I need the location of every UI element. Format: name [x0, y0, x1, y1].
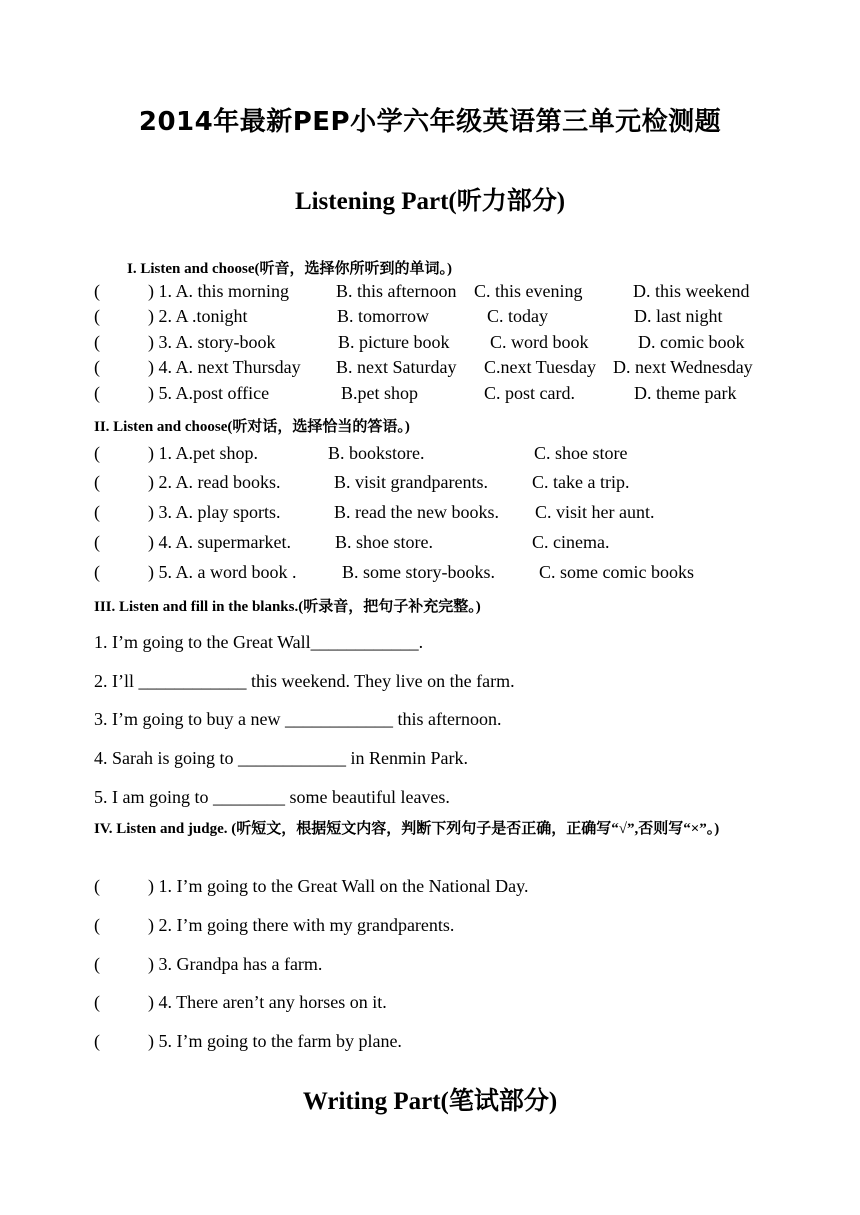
option-c: C. this evening: [474, 281, 583, 301]
option-a: ) 5. A. a word book .: [148, 562, 297, 582]
fill-blank-4: 4. Sarah is going to ____________ in Renmin Park.: [94, 748, 468, 768]
answer-bracket: (: [94, 357, 100, 377]
answer-bracket: (: [94, 472, 100, 492]
option-a: ) 3. A. story-book: [148, 332, 276, 352]
writing-part-title: Writing Part(笔试部分): [302, 1088, 558, 1115]
option-c: C.next Tuesday: [484, 357, 597, 377]
section2-heading: II. Listen and choose(听对话，选择恰当的答语。): [94, 419, 410, 435]
option-d: D. comic book: [638, 332, 745, 352]
fill-blank-2: 2. I’ll ____________ this weekend. They live on the farm.: [94, 671, 515, 691]
answer-bracket: (: [94, 383, 100, 403]
answer-bracket: (: [94, 281, 100, 301]
section4-heading: IV. Listen and judge. (听短文，根据短文内容，判断下列句子是否正确，正确写“√”,否则写“×”。): [94, 821, 720, 837]
option-a: ) 5. A.post office: [148, 383, 270, 403]
option-b: B. picture book: [338, 332, 450, 352]
judge-statement: ) 5. I’m going to the farm by plane.: [148, 1031, 402, 1051]
option-a: ) 1. A. this morning: [148, 281, 290, 301]
answer-bracket: (: [94, 562, 100, 582]
option-a: ) 4. A. supermarket.: [148, 532, 291, 552]
option-b: B. next Saturday: [336, 357, 457, 377]
answer-bracket: (: [94, 1031, 100, 1051]
answer-bracket: (: [94, 306, 100, 326]
option-c: C. some comic books: [539, 562, 694, 582]
page-title: 2014年最新PEP小学六年级英语第三单元检测题: [138, 107, 722, 137]
answer-bracket: (: [94, 915, 100, 935]
option-a: ) 1. A.pet shop.: [148, 443, 258, 463]
answer-bracket: (: [94, 443, 100, 463]
option-b: B. this afternoon: [336, 281, 457, 301]
answer-bracket: (: [94, 502, 100, 522]
option-a: ) 2. A .tonight: [148, 306, 248, 326]
answer-bracket: (: [94, 532, 100, 552]
option-b: B.pet shop: [341, 383, 419, 403]
section1-heading: I. Listen and choose(听音，选择你所听到的单词。): [127, 261, 453, 277]
fill-blank-3: 3. I’m going to buy a new ____________ this afternoon.: [94, 709, 502, 729]
answer-bracket: (: [94, 332, 100, 352]
option-d: D. this weekend: [633, 281, 750, 301]
judge-statement: ) 3. Grandpa has a farm.: [148, 954, 323, 974]
option-c: C. word book: [490, 332, 589, 352]
option-c: C. today: [487, 306, 548, 326]
judge-statement: ) 2. I’m going there with my grandparents.: [148, 915, 455, 935]
answer-bracket: (: [94, 876, 100, 896]
option-a: ) 2. A. read books.: [148, 472, 281, 492]
section3-heading: III. Listen and fill in the blanks.(听录音，把句子补充完整。): [94, 599, 481, 615]
option-c: C. shoe store: [534, 443, 628, 463]
option-b: B. visit grandparents.: [334, 472, 488, 492]
option-b: B. bookstore.: [328, 443, 425, 463]
option-b: B. read the new books.: [334, 502, 499, 522]
answer-bracket: (: [94, 954, 100, 974]
option-b: B. shoe store.: [335, 532, 433, 552]
listening-part-title: Listening Part(听力部分): [294, 188, 566, 215]
option-b: B. tomorrow: [337, 306, 429, 326]
option-c: C. cinema.: [532, 532, 610, 552]
option-c: C. visit her aunt.: [535, 502, 655, 522]
fill-blank-5: 5. I am going to ________ some beautiful leaves.: [94, 787, 450, 807]
judge-statement: ) 1. I’m going to the Great Wall on the National Day.: [148, 876, 529, 896]
answer-bracket: (: [94, 992, 100, 1012]
option-d: D. last night: [634, 306, 723, 326]
judge-statement: ) 4. There aren’t any horses on it.: [148, 992, 387, 1012]
option-d: D. next Wednesday: [613, 357, 753, 377]
option-c: C. post card.: [484, 383, 575, 403]
fill-blank-1: 1. I’m going to the Great Wall____________.: [94, 632, 424, 652]
option-a: ) 4. A. next Thursday: [148, 357, 301, 377]
option-c: C. take a trip.: [532, 472, 630, 492]
option-d: D. theme park: [634, 383, 737, 403]
option-b: B. some story-books.: [342, 562, 495, 582]
option-a: ) 3. A. play sports.: [148, 502, 281, 522]
